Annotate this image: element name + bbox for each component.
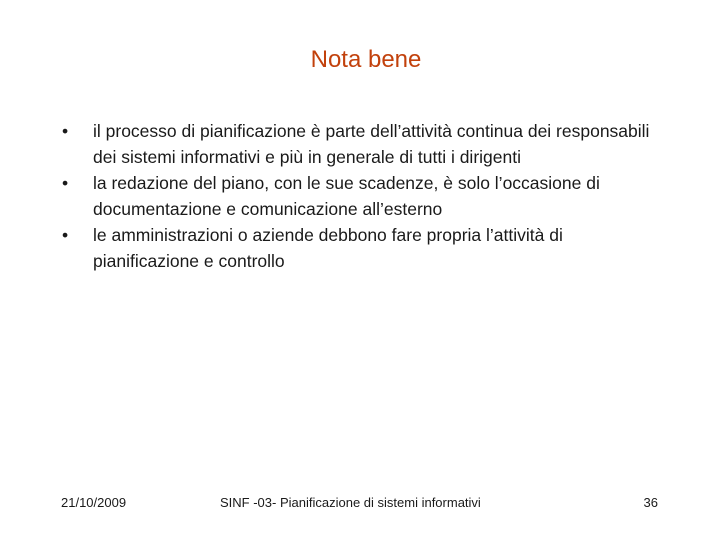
bullet-marker: • [62, 173, 69, 193]
bullet-text: la redazione del piano, con le sue scadenze, è solo l’occasione di documentazione e comunicazione all’esterno [93, 173, 600, 219]
bullet-marker: • [62, 225, 69, 245]
bullet-item-2 [62, 170, 662, 222]
bullet-list [62, 118, 662, 274]
bullet-text: le amministrazioni o aziende debbono fare propria l’attività di pianificazione e controllo [93, 225, 563, 271]
footer-course-title: SINF -03- Pianificazione di sistemi informativi [220, 495, 481, 510]
bullet-text: il processo di pianificazione è parte dell’attività continua dei responsabili dei sistemi informativi e più in generale di tutti i dirigenti [93, 121, 650, 167]
bullet-item-1 [62, 118, 662, 170]
footer-date: 21/10/2009 [61, 495, 127, 510]
footer-page-number: 36 [643, 495, 658, 510]
slide-title: Nota bene [310, 46, 422, 73]
bullet-marker: • [62, 121, 69, 141]
bullet-item-3 [62, 222, 662, 274]
